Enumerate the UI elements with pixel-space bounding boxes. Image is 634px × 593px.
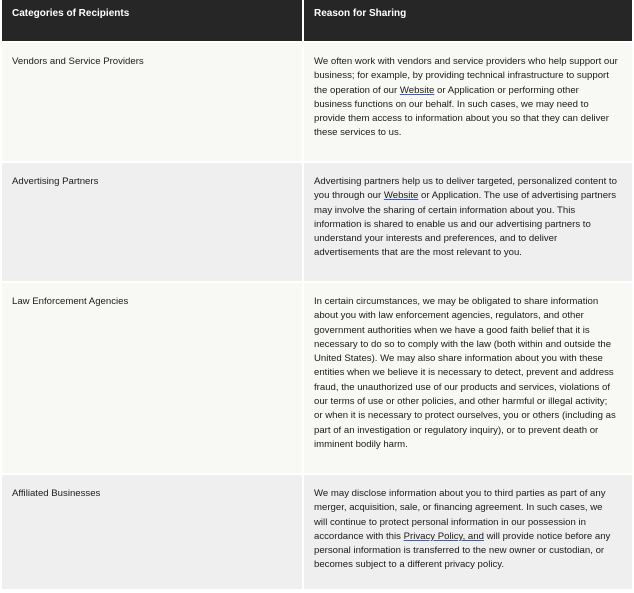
row-category: Law Enforcement Agencies [2, 283, 302, 473]
row-reason: In certain circumstances, we may be obligated to share information about you with law enforcement agencies, regulators, and other government authorities when we have a good faith belief that it is necessary to do so to comply with the law (both within and outside the United States). We may also share information about you with these entities when we believe it is necessary to detect, prevent and address fraud, the unauthorized use of our products and services, violations of our terms of use or other policies, and other harmful or illegal activity; or when it is necessary to protect ourselves, you or others (including as part of an investigation or regulatory inquiry), or to prevent death or imminent bodily harm. [304, 283, 632, 473]
privacy-policy-link[interactable]: Privacy Policy, and [403, 530, 484, 542]
row-reason [304, 43, 632, 161]
header-reason: Reason for Sharing [304, 0, 632, 41]
recipients-table [2, 0, 632, 589]
row-category: Affiliated Businesses [2, 475, 302, 589]
reason-text: We may disclose information about you to third parties as part of any merger, acquisition, sale, or financing agreement. In such cases, we will continue to protect personal information in our possession in accordance with this [314, 488, 606, 542]
row-category: Vendors and Service Providers [2, 43, 302, 161]
row-category: Advertising Partners [2, 163, 302, 281]
reason-text: We often work with vendors and service providers who help support our business; for example, by providing technical infrastructure to support the operation of our [314, 56, 618, 96]
reason-text: will provide notice before any personal information is transferred to the new owner or custodian, or becomes subject to a different privacy policy. [314, 530, 611, 571]
website-link[interactable]: Website [383, 190, 419, 202]
reason-text: or Application. The use of advertising partners may involve the sharing of certain information about you. This information is shared to enable us and our advertising partners to understand your interests and preferences, and to deliver advertisements that are the most relevant to you. [314, 190, 617, 259]
header-categories: Categories of Recipients [2, 0, 302, 41]
row-reason [304, 475, 632, 589]
reason-text: or Application or performing other business functions on our behalf. In such cases, we may need to provide them access to information about you so that they can deliver these services to us. [314, 84, 609, 139]
reason-text: Advertising partners help us to deliver targeted, personalized content to you through our [314, 176, 617, 202]
website-link[interactable]: Website [399, 84, 435, 96]
row-reason [304, 163, 632, 281]
